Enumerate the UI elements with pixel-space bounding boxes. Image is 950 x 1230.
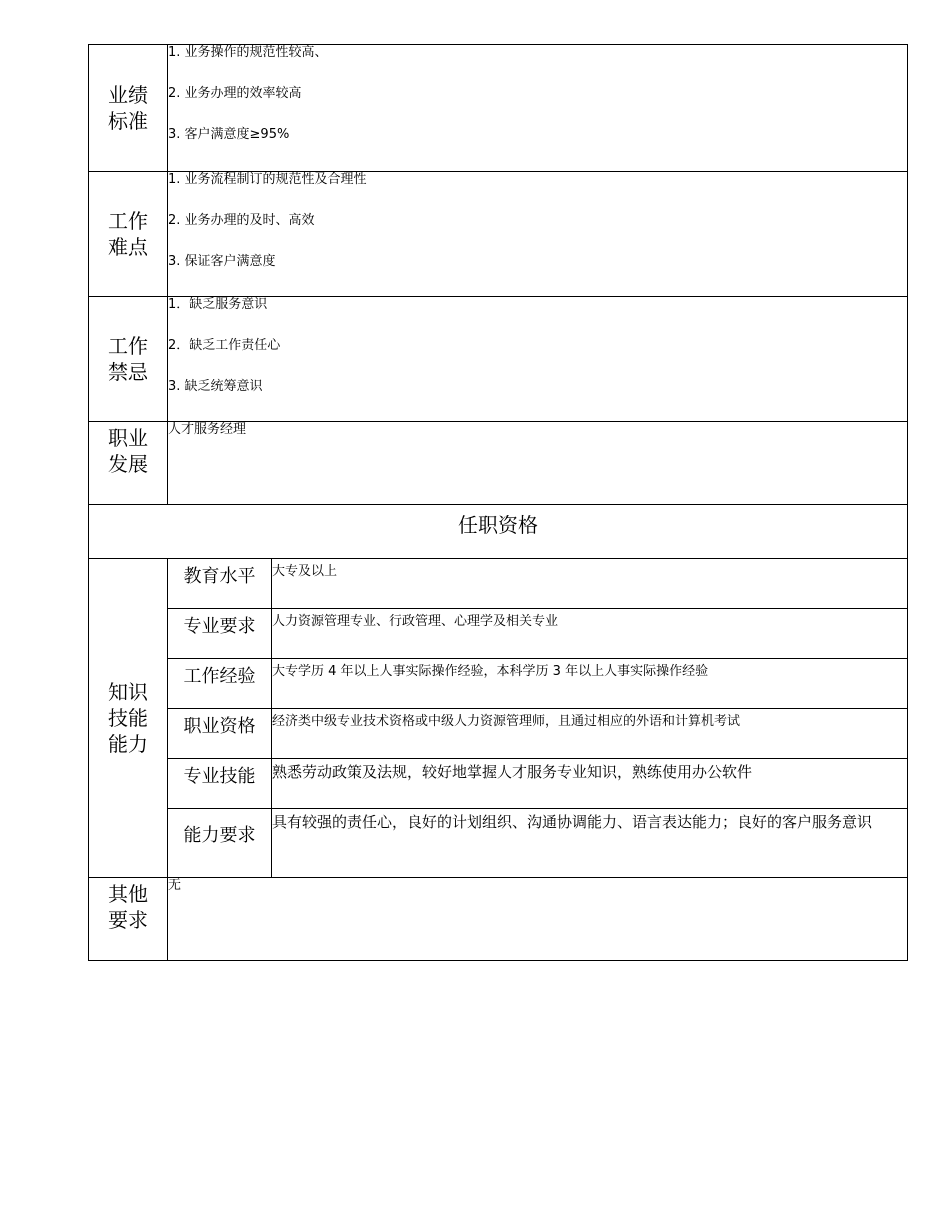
other-row [89, 878, 908, 961]
taboo-item-1: 1．缺乏服务意识 [168, 297, 268, 312]
taboo-label [89, 297, 168, 422]
difficulty-item-1: 1. 业务流程制订的规范性及合理性 [168, 172, 367, 187]
difficulty-items [168, 172, 908, 297]
education-label: 教育水平 [168, 559, 272, 609]
ability-row [89, 809, 908, 878]
experience-row [89, 659, 908, 709]
certification-row [89, 709, 908, 759]
difficulty-label-line1: 工作 [108, 209, 148, 233]
performance-item-3: 3. 客户满意度≥95% [168, 127, 290, 142]
performance-label [89, 45, 168, 172]
skills-row [89, 759, 908, 809]
other-value: 无 [168, 878, 908, 961]
experience-label: 工作经验 [168, 659, 272, 709]
ability-label: 能力要求 [168, 809, 272, 878]
other-label-line1: 其他 [108, 882, 148, 906]
knowledge-label-line1: 知识 [108, 680, 148, 704]
taboo-label-line1: 工作 [108, 334, 148, 358]
job-description-table [88, 44, 908, 961]
career-label-line1: 职业 [108, 426, 148, 450]
education-value: 大专及以上 [272, 559, 908, 609]
difficulty-row [89, 172, 908, 297]
experience-value: 大专学历 4 年以上人事实际操作经验，本科学历 3 年以上人事实际操作经验 [272, 659, 908, 709]
performance-row [89, 45, 908, 172]
career-label [89, 422, 168, 505]
qualification-header-row [89, 505, 908, 559]
career-label-line2: 发展 [108, 452, 148, 476]
taboo-label-line2: 禁忌 [108, 360, 148, 384]
difficulty-item-3: 3. 保证客户满意度 [168, 254, 276, 269]
qualification-title: 任职资格 [89, 505, 908, 559]
performance-item-2: 2. 业务办理的效率较高 [168, 86, 302, 101]
difficulty-label [89, 172, 168, 297]
job-description-sheet [88, 44, 907, 961]
other-label [89, 878, 168, 961]
knowledge-label-line2: 技能 [108, 706, 148, 730]
ability-value: 具有较强的责任心，良好的计划组织、沟通协调能力、语言表达能力；良好的客户服务意识 [272, 809, 908, 878]
difficulty-item-2: 2. 业务办理的及时、高效 [168, 213, 315, 228]
career-row [89, 422, 908, 505]
certification-value: 经济类中级专业技术资格或中级人力资源管理师，且通过相应的外语和计算机考试 [272, 709, 908, 759]
other-label-line2: 要求 [108, 908, 148, 932]
performance-label-line1: 业绩 [108, 83, 148, 107]
taboo-item-2: 2．缺乏工作责任心 [168, 338, 281, 353]
knowledge-label-line3: 能力 [108, 732, 148, 756]
skills-value: 熟悉劳动政策及法规，较好地掌握人才服务专业知识，熟练使用办公软件 [272, 759, 908, 809]
skills-label: 专业技能 [168, 759, 272, 809]
performance-label-line2: 标准 [108, 109, 148, 133]
taboo-item-3: 3. 缺乏统筹意识 [168, 379, 263, 394]
knowledge-label [89, 559, 168, 878]
difficulty-label-line2: 难点 [108, 235, 148, 259]
education-row [89, 559, 908, 609]
performance-items [168, 45, 908, 172]
taboo-items [168, 297, 908, 422]
certification-label: 职业资格 [168, 709, 272, 759]
performance-item-1: 1. 业务操作的规范性较高、 [168, 45, 328, 60]
major-label: 专业要求 [168, 609, 272, 659]
major-value: 人力资源管理专业、行政管理、心理学及相关专业 [272, 609, 908, 659]
major-row [89, 609, 908, 659]
taboo-row [89, 297, 908, 422]
career-value: 人才服务经理 [168, 422, 908, 505]
